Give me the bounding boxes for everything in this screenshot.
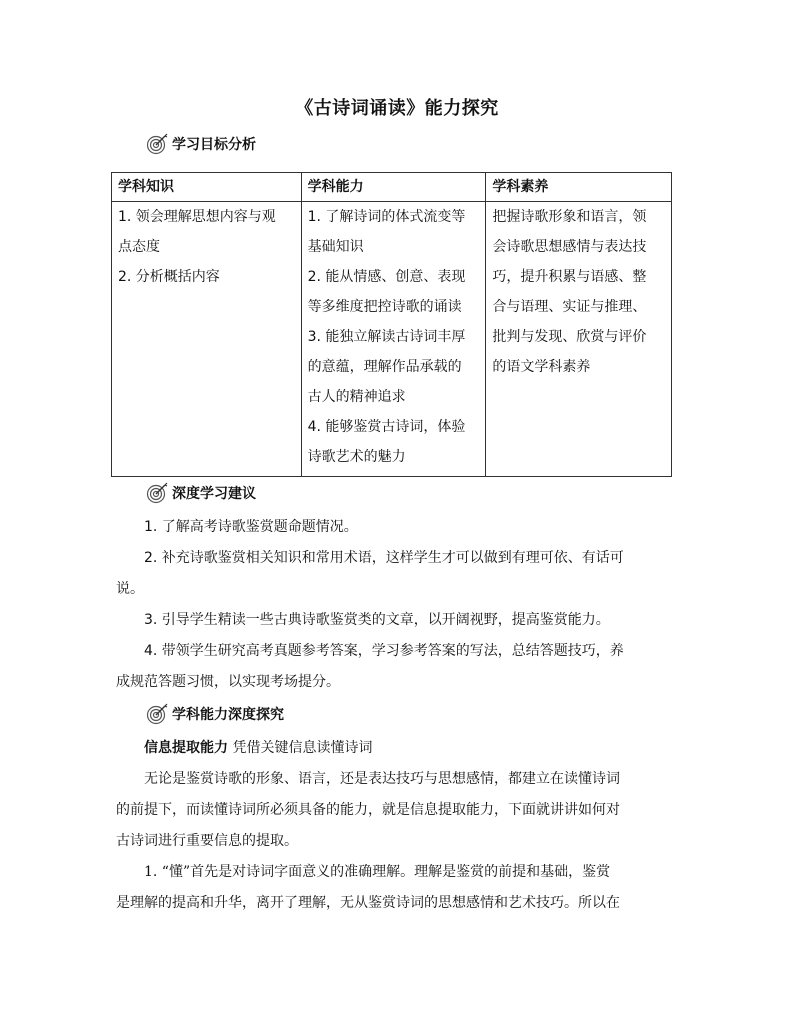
cell-line: 1. 领会理解思想内容与观	[118, 209, 276, 225]
ability-subheading	[116, 733, 676, 764]
section-heading-goals	[146, 133, 256, 155]
paragraph-line: 是理解的提高和升华，离开了理解，无从鉴赏诗词的思想感情和艺术技巧。所以在	[116, 895, 620, 911]
deep-learning-list	[116, 512, 676, 698]
cell-line: 基础知识	[307, 239, 364, 255]
table-cell-literacy	[486, 202, 672, 477]
cell-line: 等多维度把控诗歌的诵读	[307, 299, 462, 315]
table-row	[112, 202, 672, 477]
cell-line: 3. 能独立解读古诗词丰厚	[307, 329, 466, 345]
section-heading-deep-label: 深度学习建议	[172, 486, 256, 502]
list-item: 3. 引导学生精读一些古典诗歌鉴赏类的文章，以开阔视野，提高鉴赏能力。	[144, 612, 610, 628]
list-item: 1. 了解高考诗歌鉴赏题命题情况。	[144, 519, 358, 535]
goals-table	[111, 172, 672, 477]
table-header-ability: 学科能力	[301, 173, 486, 202]
paragraph-line: 1. “懂”首先是对诗词字面意义的准确理解。理解是鉴赏的前提和基础，鉴赏	[144, 864, 611, 880]
list-item: 4. 带领学生研究高考真题参考答案，学习参考答案的写法，总结答题技巧，养	[144, 643, 624, 659]
target-icon	[146, 703, 168, 725]
paragraph-line: 古诗词进行重要信息的提取。	[116, 833, 298, 849]
cell-line: 的意蕴，理解作品承载的	[307, 359, 462, 375]
cell-line: 批判与发现、欣赏与评价	[492, 329, 647, 345]
table-cell-ability	[301, 202, 486, 477]
section-heading-deep-learning	[146, 482, 256, 504]
cell-line: 古人的精神追求	[307, 389, 406, 405]
cell-line: 巧，提升积累与语感、整	[492, 269, 647, 285]
list-item-continuation: 说。	[116, 581, 144, 597]
section-heading-ability	[146, 703, 284, 725]
target-icon	[146, 482, 168, 504]
table-header-literacy: 学科素养	[486, 173, 672, 202]
table-cell-knowledge	[112, 202, 302, 477]
cell-line: 诗歌艺术的魅力	[307, 449, 406, 465]
target-icon	[146, 133, 168, 155]
ability-body	[116, 733, 676, 919]
paragraph-line: 的前提下，而读懂诗词所必须具备的能力，就是信息提取能力，下面就讲讲如何对	[116, 802, 620, 818]
cell-line: 的语文学科素养	[492, 359, 591, 375]
ability-subheading-rest: 凭借关键信息读懂诗词	[232, 740, 373, 756]
cell-line: 把握诗歌形象和语言，领	[492, 209, 647, 225]
ability-subheading-bold: 信息提取能力	[144, 740, 228, 756]
cell-line: 1. 了解诗词的体式流变等	[307, 209, 466, 225]
table-header-row	[112, 173, 672, 202]
list-item: 2. 补充诗歌鉴赏相关知识和常用术语，这样学生才可以做到有理可依、有话可	[144, 550, 624, 566]
section-heading-goals-label: 学习目标分析	[172, 137, 256, 153]
page-title: 《古诗词诵读》能力探究	[295, 98, 499, 119]
list-item-continuation: 成规范答题习惯，以实现考场提分。	[116, 674, 340, 690]
table-header-knowledge: 学科知识	[112, 173, 302, 202]
cell-line: 2. 分析概括内容	[118, 269, 220, 285]
cell-line: 4. 能够鉴赏古诗词，体验	[307, 419, 466, 435]
section-heading-ability-label: 学科能力深度探究	[172, 707, 284, 723]
cell-line: 2. 能从情感、创意、表现	[307, 269, 466, 285]
cell-line: 会诗歌思想感情与表达技	[492, 239, 647, 255]
cell-line: 点态度	[118, 239, 160, 255]
paragraph-line: 无论是鉴赏诗歌的形象、语言，还是表达技巧与思想感情，都建立在读懂诗词	[144, 771, 620, 787]
cell-line: 合与语理、实证与推理、	[492, 299, 647, 315]
